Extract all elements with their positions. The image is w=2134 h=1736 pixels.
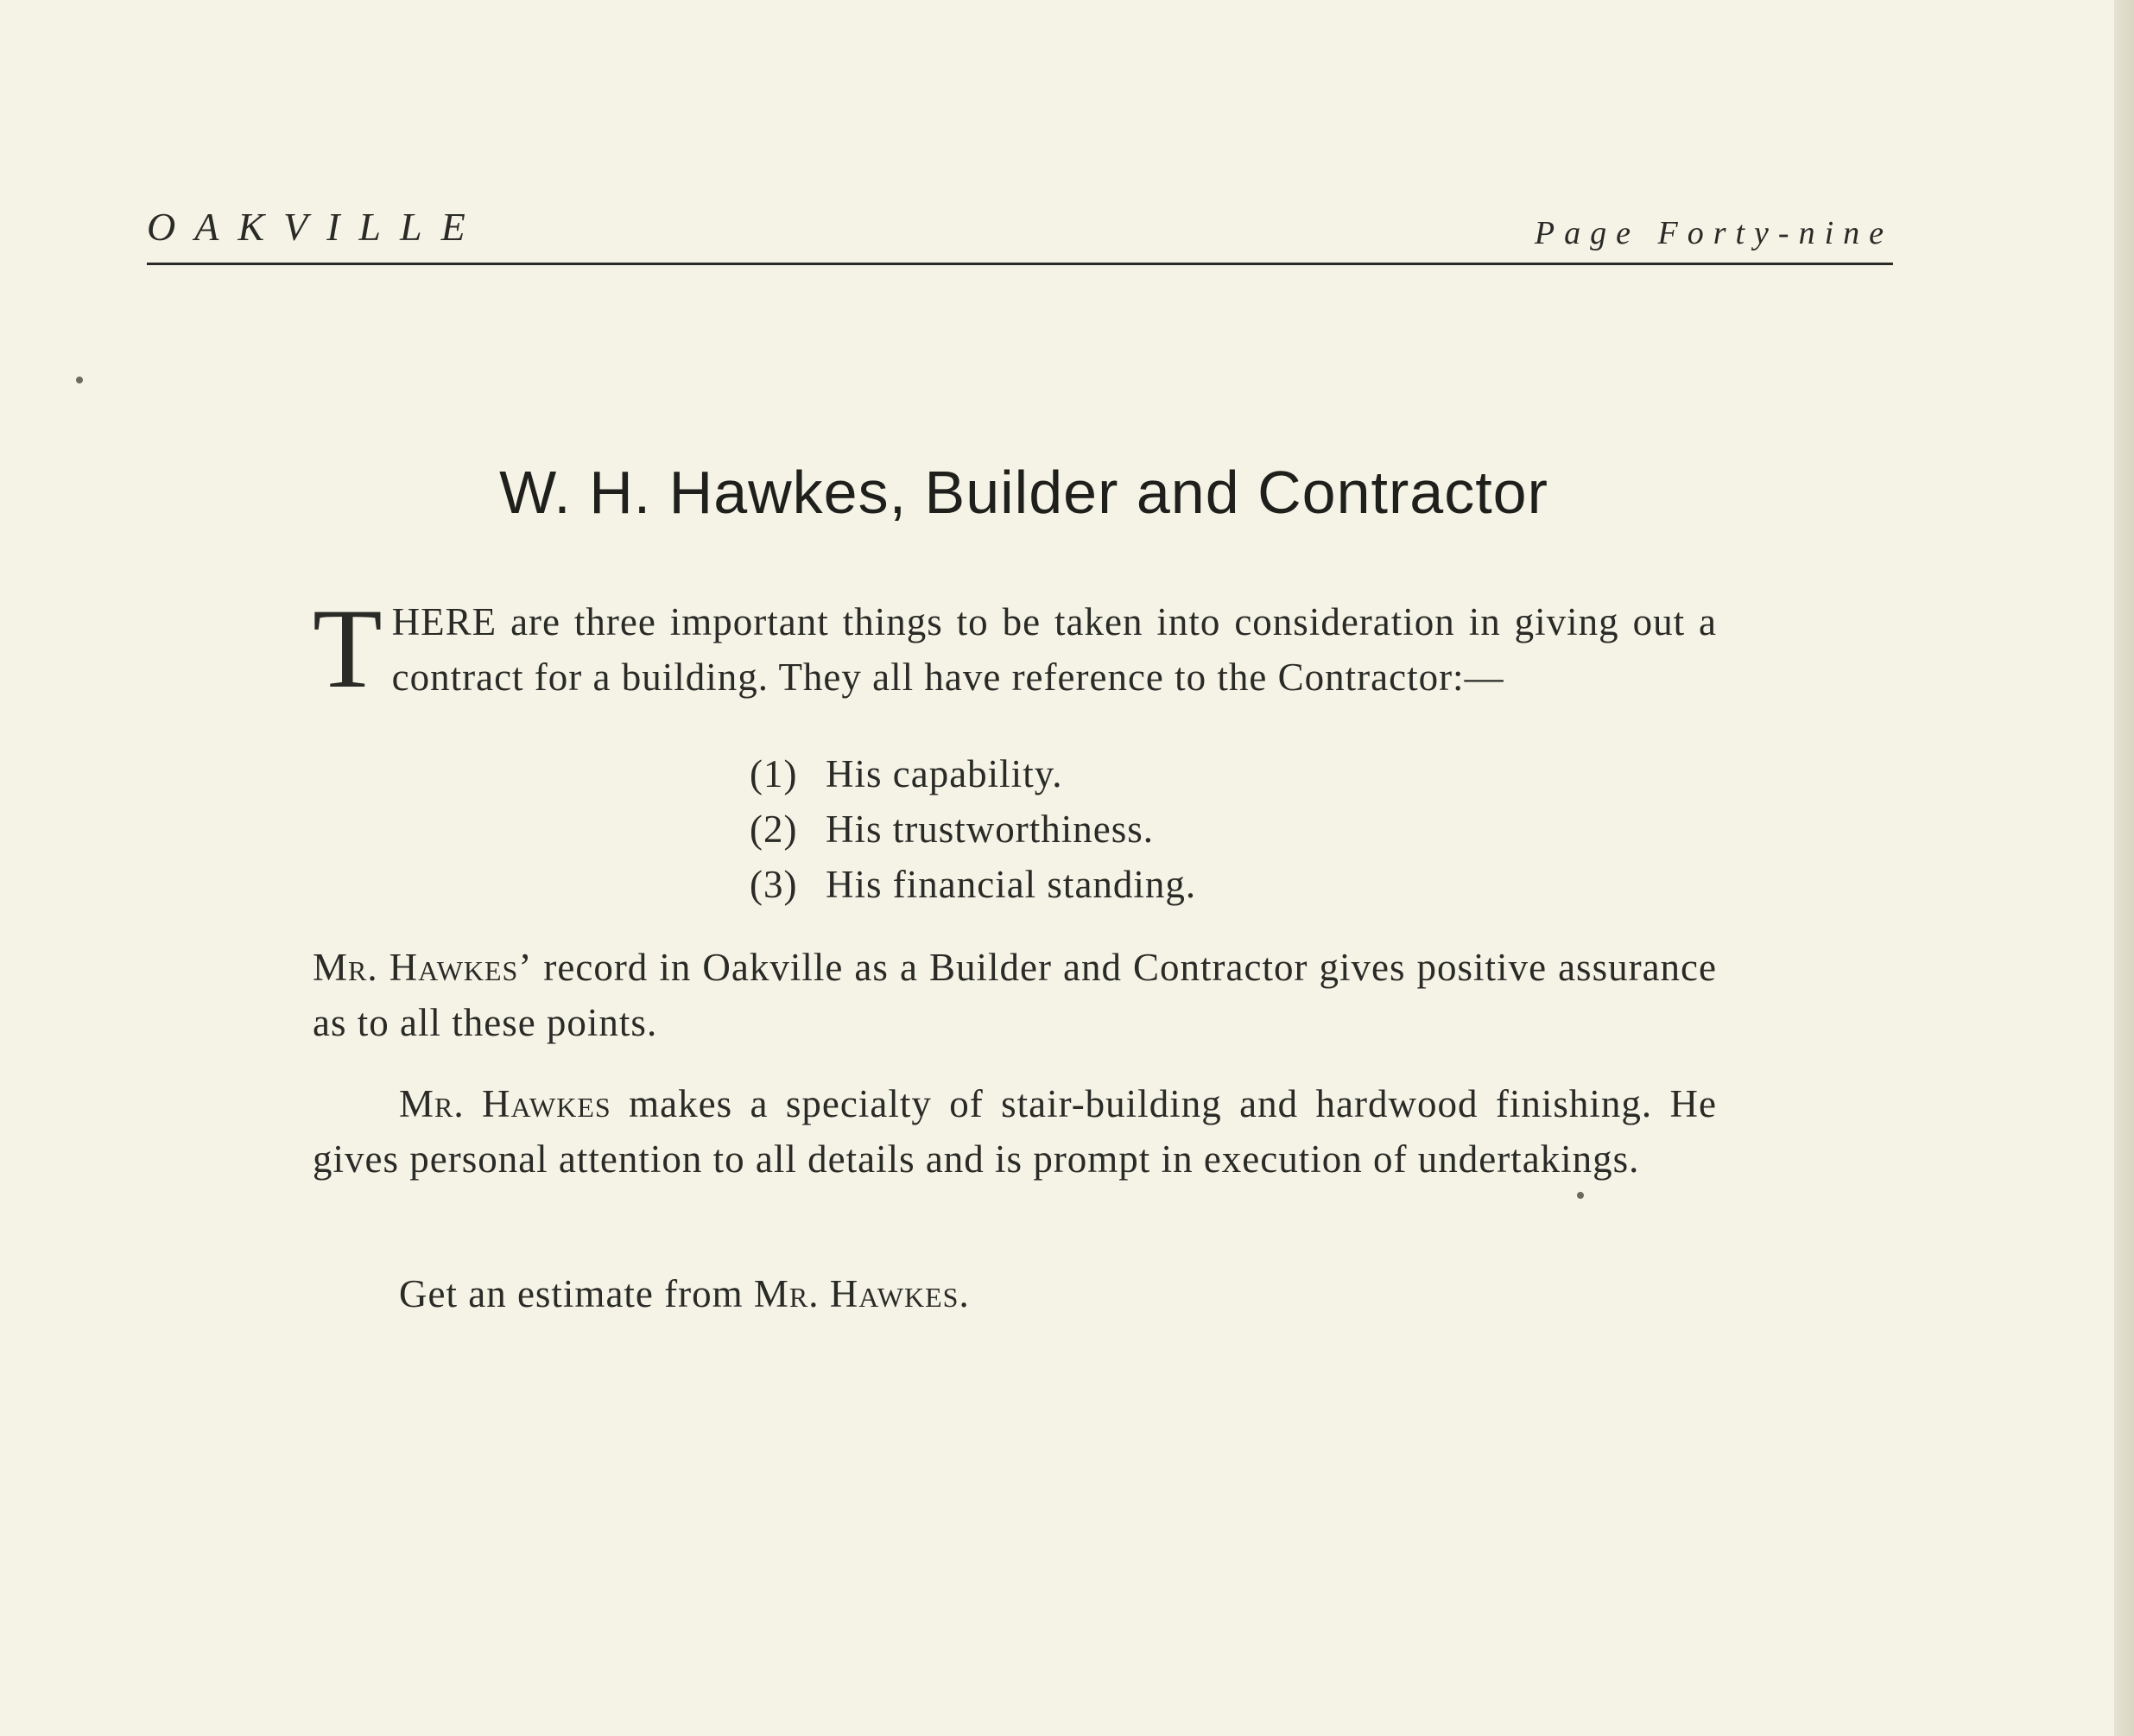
list-text: His financial standing.: [826, 863, 1197, 906]
paper-speck: [76, 377, 83, 383]
list-number: (3): [750, 863, 798, 906]
header-town: OAKVILLE: [147, 205, 484, 249]
record-text: record in Oakville as a Builder and Contractor gives positive assurance as to all these points.: [313, 946, 1717, 1044]
estimate-lead: Get an estimate from: [399, 1272, 754, 1315]
list-item: [750, 857, 1196, 912]
intro-text: HERE are three important things to be taken into consideration in giving out a contract for a building. They all have reference to the Contractor:—: [391, 600, 1717, 699]
list-item: [750, 746, 1196, 801]
list-text: His capability.: [826, 752, 1063, 795]
estimate-paragraph: [399, 1266, 1803, 1321]
record-paragraph: [313, 940, 1717, 1050]
person-name: Mr. Hawkes: [399, 1082, 611, 1125]
article-title: W. H. Hawkes, Builder and Contractor: [499, 459, 1548, 526]
intro-paragraph: [313, 585, 1717, 712]
person-name: Mr. Hawkes’: [313, 946, 533, 989]
estimate-end: .: [959, 1272, 970, 1315]
list-item: [750, 801, 1196, 857]
running-header: [147, 204, 1893, 265]
page-edge: [2114, 0, 2134, 1736]
specialty-text: makes a specialty of stair-building and hardwood finishing. He gives personal attention to all details and is prompt in execution of undertakings.: [313, 1082, 1717, 1181]
list-number: (2): [750, 808, 798, 851]
person-name: Mr. Hawkes: [753, 1272, 959, 1315]
criteria-list: [750, 746, 1196, 912]
drop-cap: T: [313, 585, 383, 712]
list-number: (1): [750, 752, 798, 795]
header-page-number: Page Forty-nine: [1534, 215, 1893, 251]
specialty-paragraph: [313, 1076, 1717, 1187]
list-text: His trustworthiness.: [826, 808, 1154, 851]
paper-speck: [1577, 1192, 1584, 1199]
